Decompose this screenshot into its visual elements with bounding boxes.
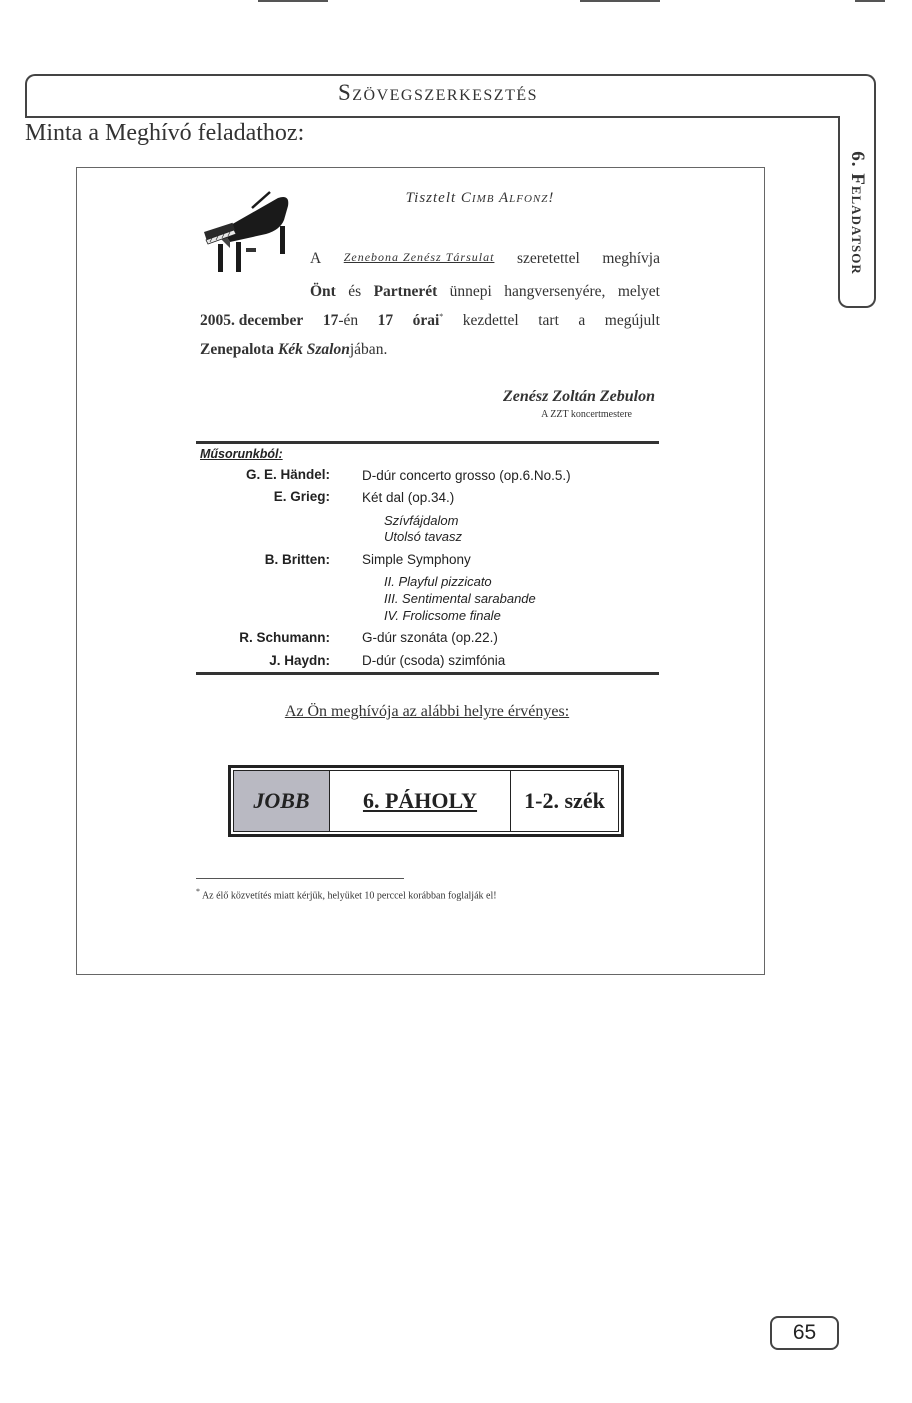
invitation-line-1 bbox=[310, 250, 660, 268]
word: és bbox=[348, 283, 362, 300]
seat-side: JOBB bbox=[234, 771, 330, 831]
word: -én bbox=[338, 312, 359, 329]
program-work: D-dúr (csoda) szimfónia bbox=[362, 653, 506, 668]
footnote-mark: * bbox=[196, 887, 200, 896]
word: A bbox=[310, 250, 322, 267]
date: 2005. december bbox=[200, 312, 304, 329]
program-composer: B. Britten: bbox=[264, 552, 330, 567]
signer-role: A ZZT koncertmestere bbox=[541, 409, 632, 420]
salutation-prefix: Tisztelt bbox=[405, 190, 457, 206]
validity-text: Az Ön meghívója az alábbi helyre érvényes: bbox=[284, 703, 570, 720]
word: kezdettel bbox=[462, 312, 519, 329]
invitation-line-2 bbox=[310, 283, 660, 301]
program-composer: E. Grieg: bbox=[273, 489, 330, 504]
seat-table-inner bbox=[233, 770, 619, 832]
word: melyet bbox=[617, 283, 660, 300]
seat-table bbox=[228, 765, 624, 837]
word: ünnepi bbox=[449, 283, 492, 300]
program-composer: J. Haydn: bbox=[269, 653, 330, 668]
word: Partnerét bbox=[373, 283, 438, 300]
chapter-title: Szövegszerkesztés bbox=[337, 80, 539, 105]
page-number: 65 bbox=[770, 1316, 839, 1350]
program-movement: III. Sentimental sarabande bbox=[384, 591, 536, 606]
program-work: Két dal (op.34.) bbox=[362, 490, 455, 505]
program-movement: II. Playful pizzicato bbox=[384, 574, 492, 589]
venue: Zenepalota bbox=[200, 341, 275, 358]
seat-numbers: 1-2. szék bbox=[524, 788, 605, 813]
hall-name: Kék Szalon bbox=[277, 341, 350, 358]
program-bottom-rule bbox=[196, 672, 659, 675]
scan-edge-line bbox=[580, 0, 660, 2]
program-top-rule bbox=[196, 441, 659, 444]
word: a bbox=[578, 312, 586, 329]
program-composer: G. E. Händel: bbox=[245, 467, 330, 482]
invitation-line-3 bbox=[200, 312, 660, 330]
word: jában. bbox=[349, 341, 388, 358]
program-work: G-dúr szonáta (op.22.) bbox=[362, 630, 498, 645]
side-tab-label bbox=[840, 120, 874, 306]
society-name: Zenebona Zenész Társulat bbox=[343, 250, 495, 264]
program-movement: Utolsó tavasz bbox=[384, 529, 463, 544]
section-heading: Minta a Meghívó feladathoz: bbox=[25, 120, 305, 146]
word: Önt bbox=[310, 283, 336, 300]
word: tart bbox=[538, 312, 559, 329]
footnote bbox=[196, 887, 497, 901]
program-composer: R. Schumann: bbox=[239, 630, 330, 645]
invitation-line-4 bbox=[200, 341, 387, 359]
program-title: Műsorunkból: bbox=[200, 447, 283, 461]
word: szeretettel bbox=[516, 250, 580, 267]
program-movement: Szívfájdalom bbox=[384, 513, 459, 528]
side-tab-text: 6. Feladatsor bbox=[847, 151, 868, 275]
word: meghívja bbox=[602, 250, 660, 267]
seat-box: 6. PÁHOLY bbox=[330, 771, 511, 831]
salutation-name: Cimb Alfonz! bbox=[460, 190, 555, 206]
footnote-rule bbox=[196, 878, 404, 879]
chapter-header-underline bbox=[25, 116, 840, 118]
grand-piano-icon bbox=[200, 190, 295, 275]
salutation bbox=[300, 190, 660, 207]
footnote-text: Az élő közvetítés miatt kérjük, helyüket 10 perccel korábban foglalják el! bbox=[201, 890, 497, 902]
program-work: D-dúr concerto grosso (op.6.No.5.) bbox=[362, 468, 571, 483]
word: órai bbox=[412, 312, 440, 330]
scan-edge-line bbox=[855, 0, 885, 2]
scan-edge-line bbox=[258, 0, 328, 2]
program-movement: IV. Frolicsome finale bbox=[384, 608, 501, 623]
word: hangversenyére, bbox=[504, 283, 606, 300]
footnote-mark: * bbox=[439, 312, 444, 321]
hour: 17 bbox=[377, 312, 394, 329]
word: megújult bbox=[604, 312, 660, 329]
signer-name: Zenész Zoltán Zebulon bbox=[502, 388, 655, 405]
program-work: Simple Symphony bbox=[362, 552, 471, 567]
day: 17 bbox=[322, 312, 339, 329]
